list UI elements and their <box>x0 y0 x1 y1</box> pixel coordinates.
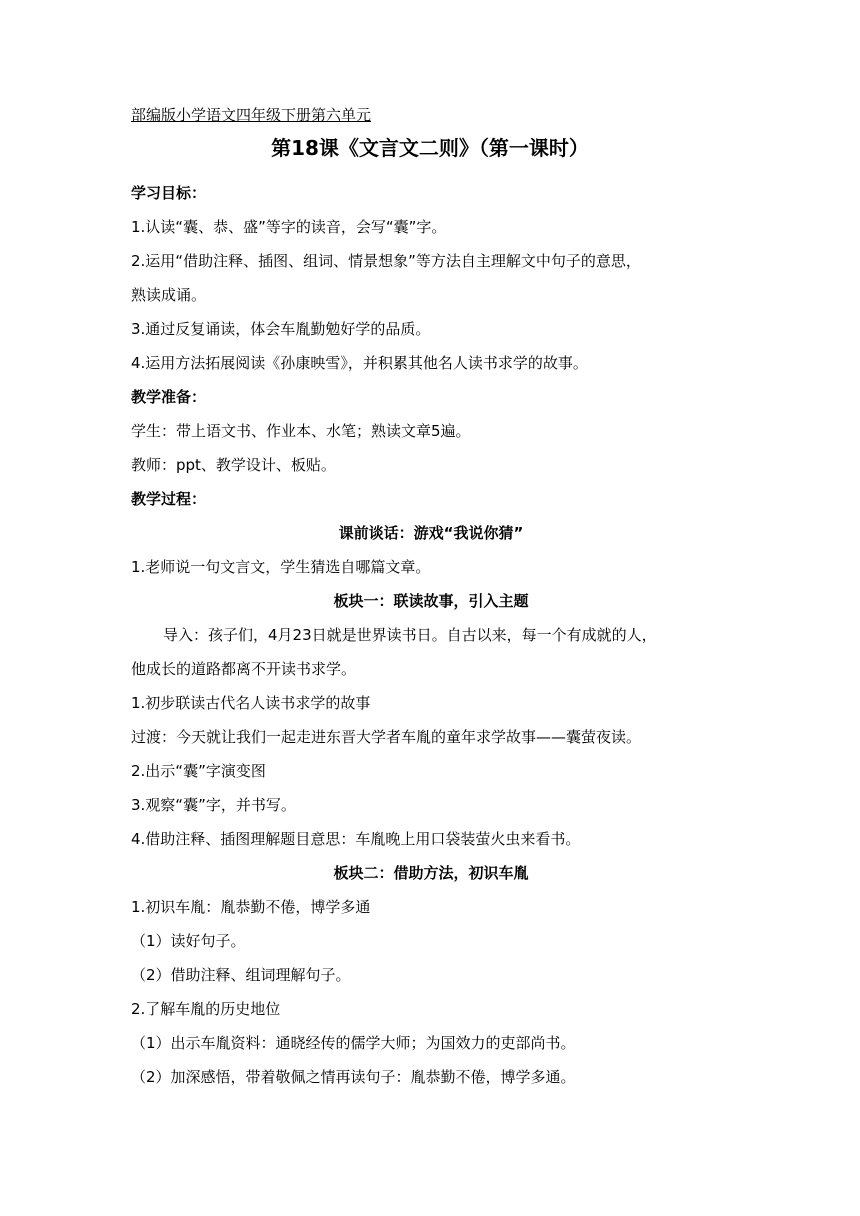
block1-item: 1.初步联读古代名人读书求学的故事 <box>131 694 371 712</box>
document-header: 部编版小学语文四年级下册第六单元 <box>131 106 372 124</box>
block2-item-label: 1.初识车胤： <box>131 898 221 916</box>
objective-item-continued: 熟读成诵。 <box>131 286 207 304</box>
objective-item: 2.运用“借助注释、插图、组词、情景想象”等方法自主理解文中句子的意思， <box>131 252 641 270</box>
classical-quote: 胤恭勤不倦，博学多通 <box>220 898 371 916</box>
document-body <box>131 176 731 1094</box>
block1-intro: 导入：孩子们，4月23日就是世界读书日。自古以来，每一个有成就的人， <box>163 626 657 644</box>
block2-item: 2.了解车胤的历史地位 <box>131 1000 281 1018</box>
block1-transition: 过渡：今天就让我们一起走进东晋大学者车胤的童年求学故事——囊萤夜读。 <box>131 728 642 746</box>
lesson-title: 第18课《文言文二则》（第一课时） <box>271 136 589 160</box>
block2-item <box>131 890 731 924</box>
block1-intro-continued: 他成长的道路都离不开读书求学。 <box>131 660 357 678</box>
objective-item: 1.认读“囊、恭、盛”等字的读音，会写“囊”字。 <box>131 218 447 236</box>
block1-item: 3.观察“囊”字，并书写。 <box>131 796 296 814</box>
block2-subitem: （1）出示车胤资料：通晓经传的儒学大师；为国效力的吏部尚书。 <box>131 1034 576 1052</box>
objective-item: 4.运用方法拓展阅读《孙康映雪》，并积累其他名人读书求学的故事。 <box>131 354 588 372</box>
block2-subitem: （2）借助注释、组词理解句子。 <box>131 966 351 984</box>
objectives-heading: 学习目标： <box>131 184 207 202</box>
objective-item: 3.通过反复诵读，体会车胤勤勉好学的品质。 <box>131 320 431 338</box>
block1-item: 2.出示“囊”字演变图 <box>131 762 266 780</box>
process-heading: 教学过程： <box>131 490 207 508</box>
preparation-heading: 教学准备： <box>131 388 207 406</box>
warmup-heading: 课前谈话：游戏“我说你猜” <box>338 524 524 542</box>
block2-subitem-label: （2）加深感悟，带着敬佩之情再读句子： <box>131 1068 411 1086</box>
block2-subitem <box>131 1060 731 1094</box>
block2-subitem: （1）读好句子。 <box>131 932 246 950</box>
preparation-teacher: 教师：ppt、教学设计、板贴。 <box>131 456 336 474</box>
preparation-student: 学生：带上语文书、作业本、水笔；熟读文章5遍。 <box>131 422 471 440</box>
warmup-item: 1.老师说一句文言文，学生猜选自哪篇文章。 <box>131 558 431 576</box>
block2-heading: 板块二：借助方法，初识车胤 <box>333 864 529 882</box>
block1-item: 4.借助注释、插图理解题目意思：车胤晚上用口袋装萤火虫来看书。 <box>131 830 581 848</box>
classical-quote: 胤恭勤不倦，博学多通。 <box>410 1068 576 1086</box>
block1-heading: 板块一：联读故事，引入主题 <box>333 592 529 610</box>
